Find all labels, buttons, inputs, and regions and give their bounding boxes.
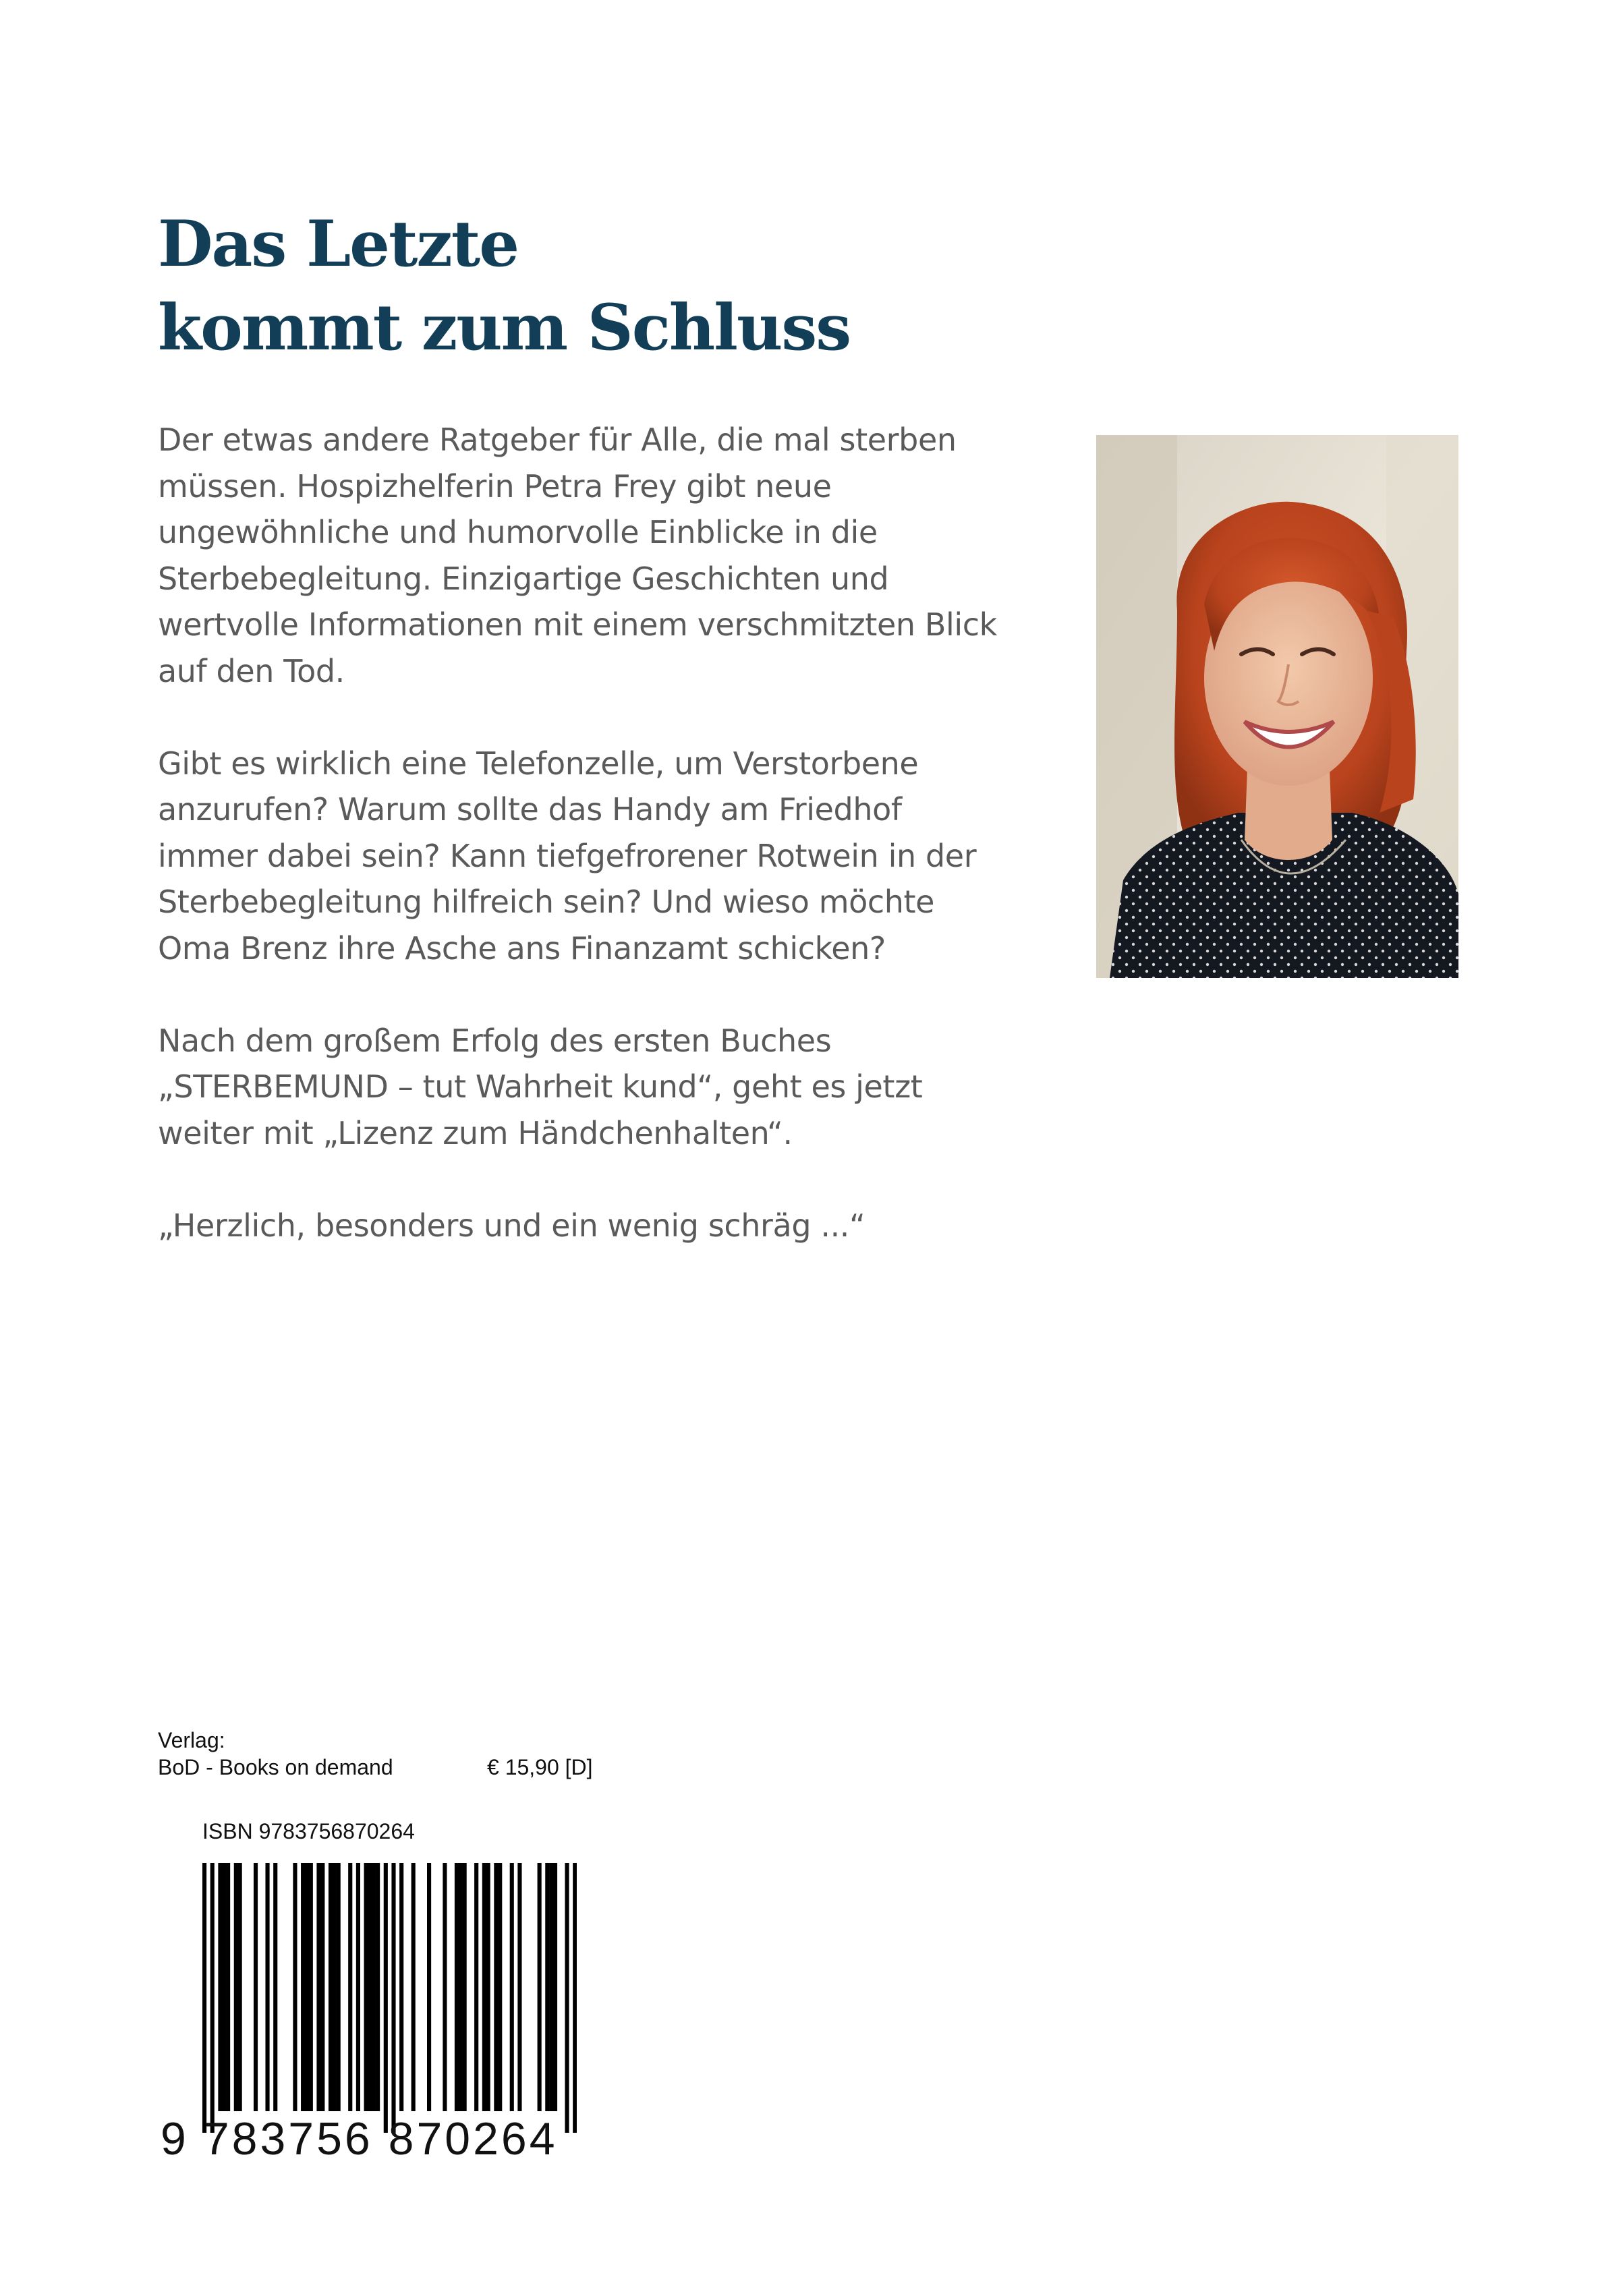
barcode-bar [305,1863,309,2111]
barcode-bar [399,1863,403,2111]
barcode-bar [498,1863,502,2111]
blurb-paragraph: Gibt es wirklich eine Telefonzelle, um Verstorbene anzurufen? Warum sollte das Handy am Friedhof immer dabei sein? Kann tiefgefrorener Rotwein in der Sterbebegleitung hilfreich sein? Und wieso möchte Oma Brenz ihre Asche ans Finanzamt schicken? [158,745,977,967]
barcode-bar [309,1863,313,2111]
blurb-paragraph: Der etwas andere Ratgeber für Alle, die mal sterben müssen. Hospizhelferin Petra Frey gibt neue ungewöhnliche und humorvolle Einblicke in die Sterbebegleitung. Einzigartige Geschichten und wertvolle Informationen mit einem verschmitzten Blick auf den Tod. [158,422,997,689]
barcode-bar [538,1863,542,2111]
barcode-bar [265,1863,269,2111]
barcode-bar [482,1863,486,2111]
barcode-bar [368,1863,372,2111]
barcode-bar [333,1863,337,2111]
blurb-text [158,417,1055,1295]
book-title [158,202,850,370]
barcode-bar [316,1863,320,2111]
blurb-paragraph: Nach dem großem Erfolg des ersten Buches „STERBEMUND – tut Wahrheit kund“, geht es jetzt weiter mit „Lizenz zum Händchenhalten“. [158,1022,923,1151]
publisher-info [158,1727,593,1781]
barcode-bar [443,1863,447,2111]
barcode-bar [202,1863,206,2133]
barcode-bar [293,1863,297,2111]
barcode-digits-rest: 783756 870264 [203,2113,558,2164]
barcode-bar [427,1863,431,2111]
publisher-name: BoD - Books on demand [158,1755,393,1779]
barcode-bar [301,1863,305,2111]
blurb-quote: „Herzlich, besonders und ein wenig schräg ...“ [158,1207,865,1244]
barcode-bar [356,1863,360,2111]
barcode-bar [455,1863,459,2111]
barcode-bar [234,1863,238,2111]
barcode-bar [494,1863,498,2111]
barcode-bar [329,1863,333,2111]
barcode-bar [376,1863,380,2111]
barcode-bar [222,1863,226,2111]
publisher-label: Verlag: [158,1728,225,1752]
barcode-bar [238,1863,242,2111]
barcode-bar [474,1863,478,2111]
barcode-bar [391,1863,395,2133]
author-portrait-image [1096,435,1458,978]
author-portrait [1096,435,1458,978]
barcode-digit-first: 9 [161,2113,186,2164]
barcode-bar [565,1863,569,2133]
barcode-bar [254,1863,258,2111]
barcode-bar [348,1863,352,2111]
barcode-digits [161,2113,558,2165]
barcode [202,1863,577,2133]
barcode-bar [459,1863,463,2111]
barcode-bar [463,1863,467,2111]
book-title-line-1: Das Letzte [158,207,518,281]
barcode-bar [337,1863,341,2111]
price: € 15,90 [D] [487,1755,593,1779]
barcode-bar [545,1863,549,2111]
barcode-bar [320,1863,324,2111]
publisher-line [158,1754,593,1781]
barcode-bar [364,1863,368,2111]
book-title-line-2: kommt zum Schluss [158,291,851,365]
barcode-bar [226,1863,230,2111]
barcode-bar [411,1863,416,2111]
barcode-bar [510,1863,514,2111]
barcode-bar [210,1863,215,2133]
barcode-bar [486,1863,490,2111]
barcode-bar [218,1863,222,2111]
barcode-bar [553,1863,557,2111]
barcode-bar [372,1863,376,2111]
isbn-label: ISBN 9783756870264 [202,1819,415,1843]
barcode-bar [573,1863,577,2133]
barcode-bar [384,1863,388,2133]
barcode-bar [549,1863,553,2111]
barcode-bar [517,1863,521,2111]
barcode-bar [273,1863,277,2111]
